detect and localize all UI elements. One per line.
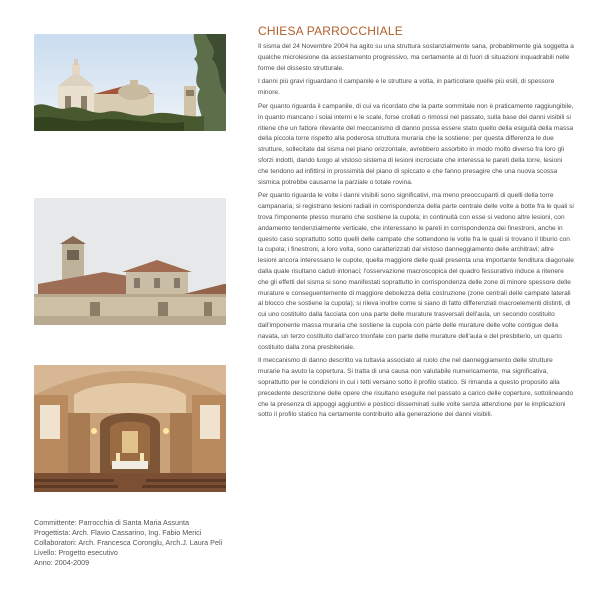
article-paragraph: Per quanto riguarda il campanile, di cui va ricordato che la parte sommitale non è praticamente raggiungibile, in quanto mancano i solai interni e le scale, forse crollati o rimossi nel passato, sulla base dei danni visibili si ritiene che un fattore rilevante del meccanismo di danno possa essere stato quello della esiguità della massa della piccola torre rispetto alla poderosa struttura muraria che la sostiene; per questa differenza le due strutture, sollecitate dal sisma nel piano orizzontale, avrebbero assorbito in modo molto diverso fra loro gli sforzi indotti, dando luogo al vistoso sistema di lesioni incrociate che interessa le pareti della torre, lesioni che tendono ad infittirsi in prossimità del piano di spiccato e che fanno presagire che una nuova scossa sismica potrebbe causarne la parziale o totale rovina.	[258, 102, 574, 186]
article	[258, 24, 574, 424]
project-credits	[34, 518, 244, 568]
photo-church-exterior	[34, 34, 226, 131]
article-paragraph: I danni più gravi riguardano il campanile e le strutture a volta, in particolare quelle più esili, di spessore minore.	[258, 78, 555, 97]
church-exterior-hilltop-icon	[34, 34, 226, 131]
article-title: CHIESA PARROCCHIALE	[258, 24, 403, 38]
photo-church-dome	[34, 198, 226, 325]
credit-level: Livello: Progetto esecutivo	[34, 548, 118, 557]
credit-designers: Progettista: Arch. Flavio Cassarino, Ing. Fabio Merici	[34, 528, 202, 537]
church-dome-bell-tower-icon	[34, 198, 226, 325]
church-interior-nave-icon	[34, 365, 226, 492]
photo-church-interior	[34, 365, 226, 492]
article-paragraph: Il meccanismo di danno descritto va tuttavia associato al ruolo che nel danneggiamento delle strutture murarie ha avuto la copertura. Si tratta di una causa non valutabile numericamente, ma significativa, soprattutto per le condizioni in cui i tetti versano sotto il profilo statico. Si rimanda a questo proposito alla precedente descrizione delle opere che risultano eseguite nel passato a carico delle coperture, sottolineando che la presenza di appoggi aggiuntivi e posticci disseminati sulle volte senza attenzione per le implicazioni sotto il profilo statico ha certamente contribuito alla generazione dei danni visibili.	[258, 357, 574, 419]
article-paragraph: Per quanto riguarda le volte i danni visibili sono significativi, ma meno preoccupanti di quelli della torre campanaria; si registrano lesioni radiali in corrispondenza della parte centrale delle volte a botte fra le quali si trova l'imponente plesso murario che sostiene la cupola; in continuità con esse si vedono altre lesioni, con andamento tendenzialmente verticale, che interessano le pareti in corrispondenza dei finestroni, anche in questo caso soprattutto sotto quelli delle campate che sottendono le volte fra le quali si trovano il tiburio con la cupola; i finestroni, a loro volta, sono caratterizzati dal vistoso danneggiamento delle architravi; altre lesioni ancora interessano le cupole, quella maggiore delle quali presenta una importante fenditura diagonale dalla quale risultano caduti intonaci; l'osservazione macroscopica del quadro fessurativo induce a ritenere che gli effetti del sisma si sono manifestati soprattutto in corrispondenza delle zone di minore spessore delle murature e conseguentemente di maggiore debolezza della costruzione (zone centrali delle campate laterali al blocco che sostiene la cupola); si rileva inoltre come si siano di fatto differenziati macroelementi distinti, di cui uno costituito dalla facciata con una parte delle murature trasversali dell'aula, un secondo costituito dall'imponente massa muraria che sostiene la cupola con parte delle murature delle volte contigue della navata, un terzo costituito dall'arco trionfale con parte delle murature dell'aula e del presbiterio, un quarto costituito dalla zona presbiteriale.	[258, 192, 574, 351]
credit-client: Committente: Parrocchia di Santa Maria Assunta	[34, 518, 190, 527]
credit-collaborators: Collaboratori: Arch. Francesca Coronglu, Arch.J. Laura Peli	[34, 538, 223, 547]
article-paragraph: Il sisma del 24 Novembre 2004 ha agito su una struttura sostanzialmente sana, probabilmente già soggetta a qualche microlesione da assestamento progressivo, ma certamente al di fuori di situazioni inquadrabili nelle forme del dissesto strutturale.	[258, 43, 574, 72]
credit-year: Anno: 2004-2009	[34, 558, 90, 567]
